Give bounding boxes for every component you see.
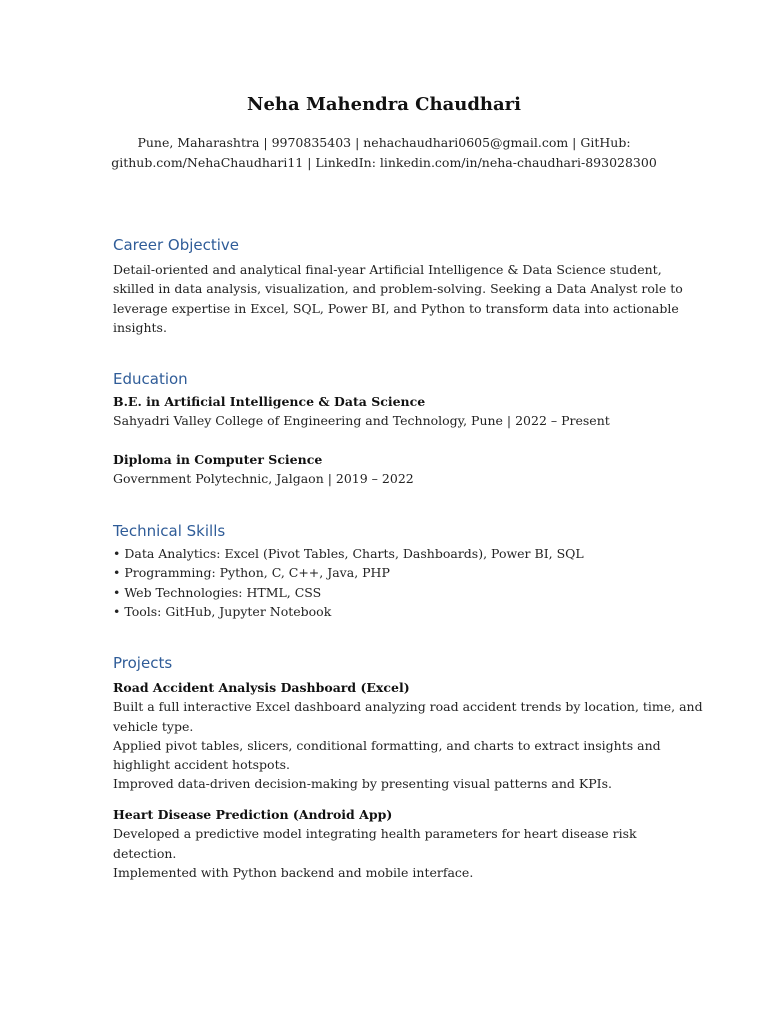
contact-line-1: Pune, Maharashtra | 9970835403 | nehachaudhari0605@gmail.com | GitHub: — [137, 135, 631, 150]
project-line: Developed a predictive model integrating health parameters for heart disease risk — [113, 826, 637, 842]
objective-line: skilled in data analysis, visualization, and problem-solving. Seeking a Data Analyst role to — [113, 281, 683, 297]
skill-item: • Data Analytics: Excel (Pivot Tables, Charts, Dashboards), Power BI, SQL — [113, 546, 584, 561]
skill-item: • Tools: GitHub, Jupyter Notebook — [113, 603, 332, 619]
project-line: Improved data-driven decision-making by presenting visual patterns and KPIs. — [113, 776, 612, 792]
objective-line: insights. — [113, 319, 167, 335]
education-entry — [113, 450, 673, 489]
education-heading: Education — [113, 370, 188, 388]
contact-line-2: github.com/NehaChaudhari11 | LinkedIn: linkedin.com/in/neha-chaudhari-893028300 — [111, 154, 657, 170]
project-entry — [113, 678, 703, 794]
education-degree: B.E. in Artificial Intelligence & Data Science — [113, 394, 426, 409]
project-line: highlight accident hotspots. — [113, 757, 290, 773]
objective-line: Detail-oriented and analytical final-year Artificial Intelligence & Data Science student, — [113, 262, 662, 277]
education-entry — [113, 392, 673, 431]
education-degree: Diploma in Computer Science — [113, 452, 323, 467]
skill-item: • Web Technologies: HTML, CSS — [113, 584, 322, 600]
education-detail: Government Polytechnic, Jalgaon | 2019 – 2022 — [113, 471, 414, 487]
objective-line: leverage expertise in Excel, SQL, Power BI, and Python to transform data into actionable — [113, 300, 679, 316]
projects-heading: Projects — [113, 654, 173, 672]
project-name: Road Accident Analysis Dashboard (Excel) — [113, 680, 410, 695]
project-line: detection. — [113, 845, 177, 861]
project-line: vehicle type. — [113, 718, 194, 734]
project-line: Implemented with Python backend and mobile interface. — [113, 864, 474, 880]
career-objective-text — [113, 260, 683, 337]
technical-skills-heading: Technical Skills — [113, 522, 226, 540]
project-line: Built a full interactive Excel dashboard analyzing road accident trends by location, time, and — [113, 699, 703, 715]
career-objective-heading: Career Objective — [113, 236, 240, 254]
project-entry — [113, 805, 673, 882]
project-line: Applied pivot tables, slicers, conditional formatting, and charts to extract insights and — [113, 737, 661, 753]
candidate-name: Neha Mahendra Chaudhari — [247, 94, 521, 115]
skills-list — [113, 544, 673, 621]
skill-item: • Programming: Python, C, C++, Java, PHP — [113, 565, 390, 581]
education-detail: Sahyadri Valley College of Engineering and Technology, Pune | 2022 – Present — [113, 413, 610, 429]
contact-info — [100, 133, 668, 172]
project-name: Heart Disease Prediction (Android App) — [113, 807, 393, 822]
